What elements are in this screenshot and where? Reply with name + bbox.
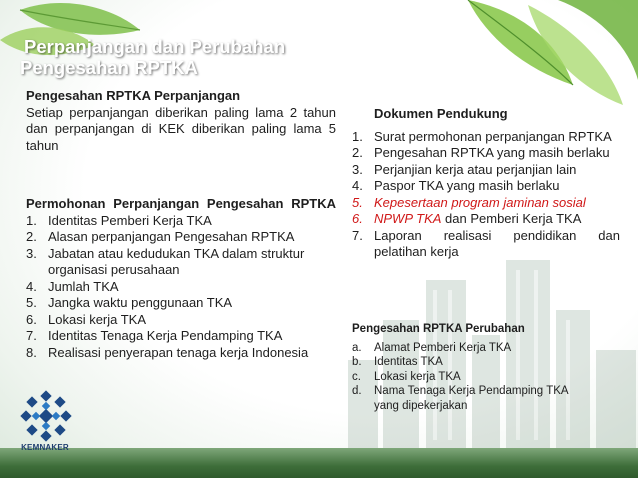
list-item: 7. Laporan realisasi pendidikan dan pelatihan kerja (352, 227, 620, 259)
list-item: 4. Paspor TKA yang masih berlaku (352, 178, 560, 193)
section-documents-heading: Dokumen Pendukung (374, 106, 508, 121)
list-item: 1. Surat permohonan perpanjangan RPTKA (352, 128, 612, 144)
section-applicant-heading: Permohonan Perpanjangan Pengesahan RPTKA (26, 196, 336, 211)
list-item: 5. Kepesertaan program jaminan sosial (352, 194, 586, 210)
list-item: a. Alamat Pemberi Kerja TKA (352, 341, 512, 354)
title-line-1: Perpanjangan dan Perubahan (24, 36, 286, 57)
section-extension-heading: Pengesahan RPTKA Perpanjangan (26, 88, 241, 103)
footer-bar (0, 448, 638, 478)
list-item: d. Nama Tenaga Kerja Pendamping TKA yang dipekerjakan (352, 385, 568, 412)
change-list (352, 341, 592, 414)
list-item: 5. Jangka waktu penggunaan TKA (26, 295, 233, 310)
list-item: 2. Alasan perpanjangan Pengesahan RPTKA (26, 229, 295, 244)
list-item: 6. Lokasi kerja TKA (26, 311, 147, 327)
kemnaker-logo-icon (18, 388, 74, 450)
section-extension-text: Setiap perpanjangan diberikan paling lama 2 tahun dan perpanjangan di KEK diberikan paling lama 5 tahun (26, 104, 336, 153)
section-change (352, 322, 592, 413)
list-item: 8. Realisasi penyerapan tenaga kerja Indonesia (26, 344, 309, 360)
list-item: 2. Pengesahan RPTKA yang masih berlaku (352, 145, 610, 160)
slide-title (20, 36, 286, 78)
section-documents (352, 106, 620, 261)
list-item: 3. Jabatan atau kedudukan TKA dalam struktur organisasi perusahaan (26, 245, 305, 277)
list-item: 1. Identitas Pemberi Kerja TKA (26, 212, 212, 228)
list-item: 6. NPWP TKA dan Pemberi Kerja TKA (352, 211, 582, 226)
title-line-2: Pengesahan RPTKA (20, 57, 198, 78)
list-item: b. Identitas TKA (352, 356, 443, 368)
leaves-decoration-right (408, 0, 638, 110)
list-item: 3. Perjanjian kerja atau perjanjian lain (352, 161, 577, 177)
logo-text: KEMNAKER (21, 443, 69, 452)
applicant-list (26, 213, 336, 362)
list-item: c. Lokasi kerja TKA (352, 370, 461, 383)
list-item: 7. Identitas Tenaga Kerja Pendamping TKA (26, 328, 283, 343)
section-change-heading: Pengesahan RPTKA Perubahan (352, 323, 525, 335)
section-applicant (26, 196, 336, 361)
list-item: 4. Jumlah TKA (26, 278, 119, 294)
section-extension (26, 88, 336, 154)
npwp-highlight: NPWP TKA (374, 211, 442, 226)
documents-list (352, 129, 620, 261)
